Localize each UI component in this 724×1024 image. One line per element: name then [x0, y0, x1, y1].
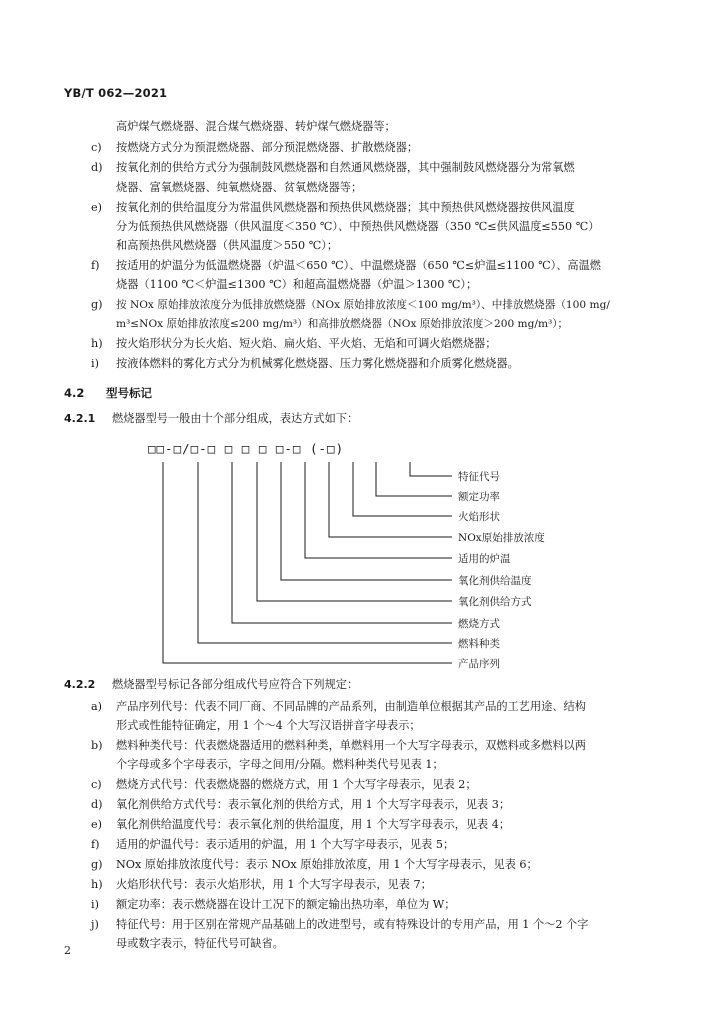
leader-line	[353, 462, 452, 516]
list-item-text: NOx 原始排放浓度代号：表示 NOx 原始排放浓度，用 1 个大写字母表示，见表 6；	[116, 858, 538, 871]
leader-line	[232, 462, 452, 623]
diagram-label-combustion-mode: 燃烧方式	[458, 618, 500, 630]
list-item-text: 按氧化剂的供给方式分为强制鼓风燃烧器和自然通风燃烧器，其中强制鼓风燃烧器分为常氧燃	[116, 161, 575, 174]
list-item-text: 按 NOx 原始排放浓度分为低排放燃烧器（NOx 原始排放浓度＜100 mg/m³）、中排放燃烧器（100 mg/	[116, 299, 610, 311]
list-item-label: f)	[91, 838, 100, 851]
clause-text: 燃烧器型号标记各部分组成代号应符合下列规定：	[112, 678, 359, 691]
leader-line	[410, 462, 452, 476]
list-item-text: 烧器、富氧燃烧器、纯氧燃烧器、贫氧燃烧器等；	[116, 181, 363, 194]
list-item-label: h)	[91, 337, 103, 350]
list-item-label: e)	[91, 818, 102, 831]
list-item-text: 产品序列代号：代表不同厂商、不同品牌的产品系列，由制造单位根据其产品的工艺用途、结构	[116, 700, 586, 713]
standard-code: YB/T 062—2021	[64, 86, 168, 100]
list-item-text: 特征代号：用于区别在常规产品基础上的改进型号，或有特殊设计的专用产品，用 1 个～2 个字	[116, 918, 589, 931]
clause-4-2-2	[64, 678, 664, 694]
leader-line	[198, 462, 452, 643]
list-item-label: b)	[91, 739, 103, 752]
diagram-label-product-series: 产品序列	[458, 658, 500, 670]
clause-number: 4.2.2	[64, 678, 96, 691]
section-number: 4.2	[64, 386, 85, 400]
list-item-label: c)	[91, 778, 102, 791]
diagram-label-rated-power: 额定功率	[458, 491, 500, 503]
list-item-text: m³≤NOx 原始排放浓度≤200 mg/m³）和高排放燃烧器（NOx 原始排放浓度＞200 mg/m³）；	[116, 318, 569, 330]
leader-line	[376, 462, 452, 496]
list-item-label: i)	[91, 898, 99, 911]
list-item-text: 按燃烧方式分为预混燃烧器、部分预混燃烧器、扩散燃烧器；	[116, 141, 419, 154]
diagram-label-oxidant-supply: 氧化剂供给方式	[458, 596, 532, 608]
list-item-label: i)	[91, 357, 99, 370]
list-item-text: 氧化剂供给方式代号：表示氧化剂的供给方式，用 1 个大写字母表示，见表 3；	[116, 798, 511, 811]
list-item-text: 按氧化剂的供给温度分为常温供风燃烧器和预热供风燃烧器；其中预热供风燃烧器按供风温度	[116, 201, 575, 214]
list-item-label: h)	[91, 878, 103, 891]
list-item-label: f)	[91, 259, 100, 272]
list-item-text: 个字母或多个字母表示，字母之间用/分隔。燃料种类代号见表 1；	[116, 758, 444, 771]
list-item-text: 和高预热供风燃烧器（供风温度＞550 ℃）；	[116, 239, 339, 252]
leader-line	[281, 462, 452, 580]
leader-line	[329, 462, 452, 537]
list-item-b-continuation: 高炉煤气燃烧器、混合煤气燃烧器、转炉煤气燃烧器等；	[116, 120, 396, 133]
list-item-text: 按液体燃料的雾化方式分为机械雾化燃烧器、压力雾化燃烧器和介质雾化燃烧器。	[116, 357, 519, 370]
list-item-label: d)	[91, 161, 103, 174]
list-item-label: e)	[91, 201, 102, 214]
list-item-label: j)	[91, 918, 99, 931]
list-item-label: g)	[91, 298, 103, 311]
clause-number: 4.2.1	[64, 412, 96, 425]
diagram-label-oxidant-temp: 氧化剂供给温度	[458, 575, 532, 587]
list-item-text: 燃料种类代号：代表燃烧器适用的燃料种类，单燃料用一个大写字母表示，双燃料或多燃料以两	[116, 739, 586, 752]
list-item-text: 按火焰形状分为长火焰、短火焰、扁火焰、平火焰、无焰和可调火焰燃烧器；	[116, 337, 497, 350]
list-item-text: 额定功率：表示燃烧器在设计工况下的额定输出热功率，单位为 W；	[116, 898, 456, 911]
diagram-label-nox-emission: NOx原始排放浓度	[458, 532, 545, 544]
list-item-label: c)	[91, 141, 102, 154]
list-item-text: 按适用的炉温分为低温燃烧器（炉温＜650 ℃）、中温燃烧器（650 ℃≤炉温≤1100 ℃）、高温燃	[116, 259, 601, 272]
diagram-label-furnace-temp: 适用的炉温	[458, 553, 511, 565]
leader-line	[163, 462, 452, 663]
list-item-text: 适用的炉温代号：表示适用的炉温，用 1 个大写字母表示，见表 5；	[116, 838, 455, 851]
diagram-label-feature-code: 特征代号	[458, 471, 500, 483]
list-item-text: 火焰形状代号：表示火焰形状，用 1 个大写字母表示，见表 7；	[116, 878, 432, 891]
section-title: 型号标记	[106, 386, 152, 400]
list-item-text: 燃烧方式代号：代表燃烧器的燃烧方式，用 1 个大写字母表示，见表 2；	[116, 778, 477, 791]
leader-lines	[163, 462, 452, 663]
list-item-label: d)	[91, 798, 103, 811]
diagram-label-fuel-type: 燃料种类	[458, 638, 500, 650]
diagram-label-flame-shape: 火焰形状	[458, 511, 500, 523]
list-item-text: 分为低预热供风燃烧器（供风温度＜350 ℃）、中预热供风燃烧器（350 ℃≤供风温度≤550 ℃）	[116, 220, 600, 233]
list-item-text: 形式或性能特征确定，用 1 个～4 个大写汉语拼音字母表示；	[116, 719, 421, 732]
model-code-pattern: □□-□/□-□ □ □ □ □-□ (-□)	[148, 441, 345, 456]
list-item-text: 烧器（1100 ℃＜炉温≤1300 ℃）和超高温燃烧器（炉温＞1300 ℃）；	[116, 278, 478, 291]
list-item-label: a)	[91, 700, 103, 713]
list-item-text: 母或数字表示，特征代号可缺省。	[116, 937, 284, 950]
list-item-text: 氧化剂供给温度代号：表示氧化剂的供给温度，用 1 个大写字母表示，见表 4；	[116, 818, 511, 831]
clause-text: 燃烧器型号一般由十个部分组成，表达方式如下：	[112, 412, 359, 425]
page-number: 2	[64, 944, 71, 957]
list-item-label: g)	[91, 858, 103, 871]
